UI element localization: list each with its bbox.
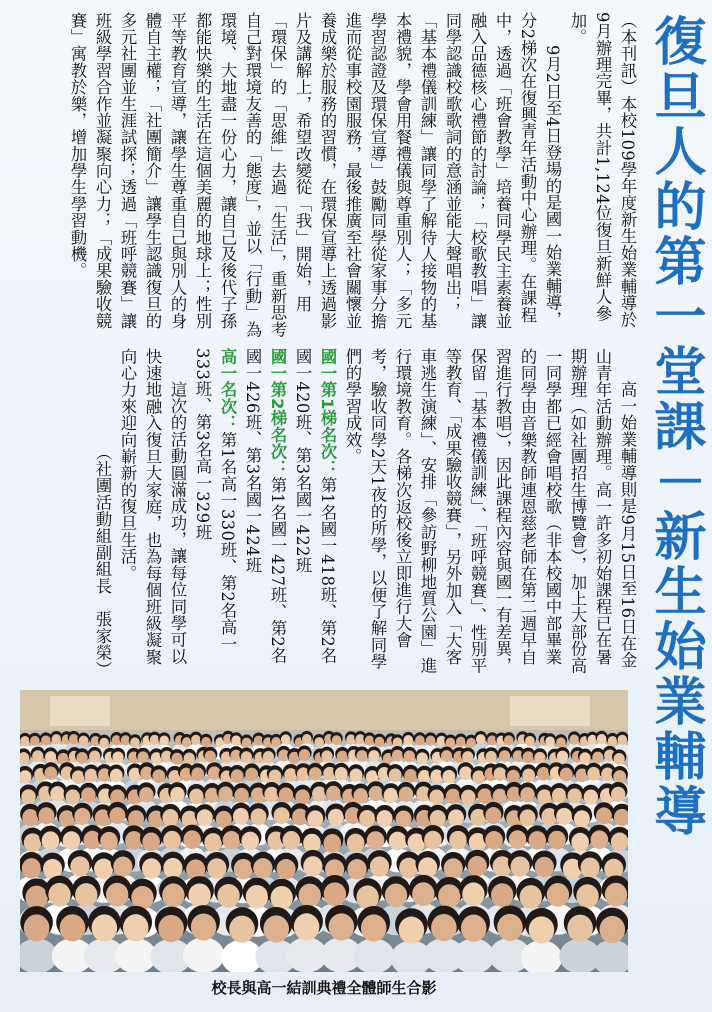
student-face [42,831,60,850]
student-face [569,735,579,745]
student-face [106,883,128,907]
student-face [389,832,407,851]
student-face [399,917,425,944]
closing-paragraph: 這次的活動圓滿成功，讓每位同學可以快速地融入復旦大家庭，也為每個班級凝聚向心力來迎向嶄新的復旦生活。 [118,348,187,666]
student-face [449,831,467,850]
student-face [204,833,222,852]
student-face [367,831,385,850]
student-face [520,809,536,826]
student-face [30,736,40,746]
student-face [385,884,407,908]
student-face [92,914,118,941]
student-face [486,751,497,763]
student-face [109,807,125,824]
senior-program-paragraph: 高一始業輔導則是9月15日至16日在金山青年活動辦理。高一許多初始課程已在暑期辦理（如社團招生博覽會），加上大部份高一同學都已經會唱校歌（非本校國中部畢業的同學由音樂教師連恩慈老師在第二週早自習進行教唱），因此課程內容與國一有差異，保留「基本禮儀訓練」、「班呼競賽」、性別平等教育、「成果驗收競賽」，另外加入「大客車逃生演練」、安排「參訪野柳地質公園」進行環境教育。各梯次返校後立即進行大會考，驗收同學2天1夜的所學，以便了解同學們的學習成效。 [343,348,637,675]
student-face [112,751,123,763]
student-face [328,809,344,826]
student-face [556,737,566,747]
student-face [571,833,589,852]
student-face [241,832,259,851]
student-face [509,830,527,849]
student-face [446,738,456,748]
student-face [507,770,520,784]
student-face [584,789,598,804]
student-face [613,770,626,784]
student-face [429,790,443,805]
student-face [32,750,43,762]
student-face [574,810,590,827]
student-face [326,786,340,801]
student-face [396,811,412,828]
ranking-text: 第1名國一427班、第2名國一426班、第3名國一424班 [243,348,287,664]
student-face [347,834,365,853]
student-face [412,882,434,906]
student-face [245,768,258,782]
ranking-text: 第1名國一418班、第2名國一420班、第3名國一422班 [293,348,337,664]
student-face [100,832,118,851]
student-face [370,856,389,876]
student-face [399,858,418,878]
student-face [592,752,603,764]
student-face [241,751,252,763]
student-face [596,807,612,824]
student-face [485,831,503,850]
student-face [347,859,366,879]
student-face [50,786,64,801]
student-face [548,831,566,850]
student-face [389,768,402,782]
student-face [324,834,342,853]
student-face [426,735,436,745]
student-face [375,737,385,747]
student-face [462,751,473,763]
student-face [591,830,609,849]
student-face [48,883,70,907]
student-face [44,766,57,780]
student-face [158,915,184,942]
student-face [189,789,203,804]
ranking-line [290,348,340,678]
student-face [446,789,460,804]
author-signature: （社團活動組副組長 張家榮） [93,444,112,678]
student-face [404,769,417,783]
student-face [75,883,97,907]
student-face [461,790,475,805]
ranking-line [190,348,240,678]
student-face [354,788,368,803]
student-face [523,751,534,763]
student-face [299,884,321,908]
student-face [263,751,274,763]
student-face [448,809,464,826]
student-face [142,858,161,878]
ranking-line [240,348,290,678]
student-face [139,787,153,802]
student-face [493,789,507,804]
student-face [393,737,403,747]
student-face [462,882,484,906]
group-photo [20,690,628,972]
student-face [94,859,113,879]
student-face [504,735,514,745]
student-face [191,735,201,745]
student-face [110,769,123,783]
student-face [77,752,88,764]
student-face [294,913,320,940]
student-figure [353,938,395,972]
student-face [312,786,326,801]
student-face [191,913,217,940]
student-face [242,738,252,748]
student-face [567,915,593,942]
student-face [368,750,379,762]
student-face [170,787,184,802]
student-face [295,789,309,804]
ranking-label: 國一第1梯名次： [318,348,337,477]
student-face [231,769,244,783]
student-face [250,808,266,825]
student-face [24,914,50,941]
student-face [81,787,95,802]
student-face [234,859,253,879]
student-face [163,831,181,850]
student-face [557,751,568,763]
student-face [361,914,387,941]
student-face [443,770,456,784]
ranking-text: 第1名高一330班、第2名高一333班、第3名高一329班 [193,348,237,653]
student-face [321,750,332,762]
student-face [350,768,363,782]
student-face [223,831,241,850]
student-face [70,856,89,876]
student-face [579,752,590,764]
student-face [264,787,278,802]
photo-caption: 校長與高一結訓典禮全體師生合影 [211,979,437,997]
student-face [356,750,367,762]
student-face [274,807,290,824]
student-face [163,858,182,878]
student-face [22,858,41,878]
student-face [329,913,355,940]
student-face [284,768,297,782]
student-face [534,752,545,764]
student-face [537,789,551,804]
student-face [184,753,195,765]
student-face [162,883,184,907]
student-face [576,884,598,908]
student-face [556,808,572,825]
student-face [356,885,378,909]
student-face [332,735,342,745]
student-face [597,734,607,744]
student-face [231,735,241,745]
student-face [299,749,310,761]
student-face [567,788,581,803]
student-face [335,767,348,781]
student-face [403,735,413,745]
student-face [113,856,132,876]
student-face [276,859,295,879]
student-face [424,831,442,850]
student-face [233,808,249,825]
student-face [309,767,322,781]
student-face [66,789,80,804]
student-face [234,788,248,803]
student-face [172,753,183,765]
student-face [123,914,149,941]
student-face [438,884,460,908]
student-face [20,736,30,746]
intro-paragraph: （本刊訊）本校109學年度新生始業輔導於9月辦理完畢，共計1,124位復旦新鮮人參加。 [568,12,637,329]
student-face [459,766,472,780]
article-headline: 復旦人的第一堂課－新生始業輔導 [645,14,705,839]
junior-program-paragraph: 9月2日至4日登場的是國一始業輔導，分2梯次在復興青年活動中心辦理。在課程中，透過「班會教學」培養同學民主素養並融入品德核心禮節的討論；「校歌教唱」讓同學認識校歌歌詞的意涵並能大聲唱出；「基本禮儀訓練」讓同學了解待人接物的基本禮貌，學會用餐禮儀與尊重別人；「多元學習認證及環保宣導」鼓勵同學從家事分擔進而從事校園服務，最後推廣至社會關懷並養成樂於服務的習慣，在環保宣導上透過影片及講解上，希望改變從「我」開始，用「環保」的「思維」去過「生活」，重新思考自己對環境友善的「態度」，並以「行動」為環境、大地盡一份心力，讓自己及後代子孫都能快樂的生活在這個美麗的地球上；性別平等教育宣導，讓學生尊重自己與別人的身體自主權；「社團簡介」讓學生認識復旦的多元社團並生涯試探；透過「班呼競賽」讓班級學習合作並凝聚向心力；「成果驗收競賽」寓教於樂，增加學生學習動機。 [68,12,562,338]
student-face [324,882,346,906]
student-face [125,831,143,850]
student-face [45,751,56,763]
student-figure [115,938,157,972]
student-face [307,810,323,827]
student-face [444,858,463,878]
student-face [271,737,281,747]
student-face [89,751,100,763]
student-face [130,737,140,747]
student-face [99,738,109,748]
student-face [24,833,42,852]
article-body-top [8,12,640,338]
student-face [162,809,178,826]
student-face [281,734,291,744]
student-face [456,737,466,747]
student-face [159,735,169,745]
student-face [476,734,486,744]
student-face [497,914,523,941]
student-face [218,786,232,801]
student-face [302,734,312,744]
student-face [41,735,51,745]
student-face [599,916,625,943]
student-face [197,809,213,826]
group-photo-illustration [20,690,628,972]
student-face [614,753,625,765]
student-face [314,737,324,747]
ranking-label: 高一名次： [218,348,237,432]
student-face [283,831,301,850]
student-face [183,830,201,849]
student-face [522,769,535,783]
article-body-mid [8,348,640,678]
student-face [205,751,216,763]
student-face [72,770,85,784]
student-face [21,789,35,804]
student-face [529,916,555,943]
student-face [60,914,86,941]
student-face [605,883,627,907]
student-face [430,810,446,827]
student-face [525,736,535,746]
student-face [520,885,542,909]
student-face [271,886,293,910]
student-face [207,858,226,878]
student-face [269,770,282,784]
student-face [377,810,393,827]
student-face [152,769,165,783]
student-face [279,787,293,802]
student-face [191,767,204,781]
student-face [417,752,428,764]
student-face [359,810,375,827]
student-face [303,856,322,876]
student-face [22,809,38,826]
student-face [138,751,149,763]
student-face [491,883,513,907]
student-face [478,788,492,803]
student-face [188,883,210,907]
student-face [263,915,289,942]
student-face [128,810,144,827]
student-face [150,735,160,745]
student-face [608,736,618,746]
student-face [528,831,546,850]
student-face [365,735,375,745]
student-face [399,787,413,802]
student-face [38,807,54,824]
student-face [511,856,530,876]
student-face [535,857,554,877]
student-face [468,856,487,876]
student-face [485,807,501,824]
student-face [201,737,211,747]
student-figure [183,937,225,972]
student-face [246,885,268,909]
student-face [69,734,79,744]
student-face [229,916,255,943]
student-face [216,811,232,828]
student-face [369,786,383,801]
student-face [580,858,599,878]
student-face [545,736,555,746]
student-face [337,751,348,763]
student-face [74,808,90,825]
student-face [25,886,47,910]
student-face [404,750,415,762]
student-face [552,788,566,803]
student-face [494,767,507,781]
student-face [418,857,437,877]
student-face [441,750,452,762]
student-face [499,750,510,762]
student-face [618,735,628,745]
student-face [85,769,98,783]
student-face [560,768,573,782]
student-face [142,832,160,851]
student-face [587,767,600,781]
student-face [461,915,487,942]
student-face [253,858,272,878]
student-face [547,883,569,907]
student-face [79,736,89,746]
ranking-label: 國一第2梯名次： [268,348,287,477]
student-face [303,834,321,853]
student-face [611,787,625,802]
student-face [431,914,457,941]
student-face [384,788,398,803]
student-face [537,767,550,781]
student-face [63,831,81,850]
student-face [415,735,425,745]
student-face [392,750,403,762]
student-face [611,832,628,851]
student-face [520,787,534,802]
student-face [217,884,239,908]
student-face [52,734,62,744]
